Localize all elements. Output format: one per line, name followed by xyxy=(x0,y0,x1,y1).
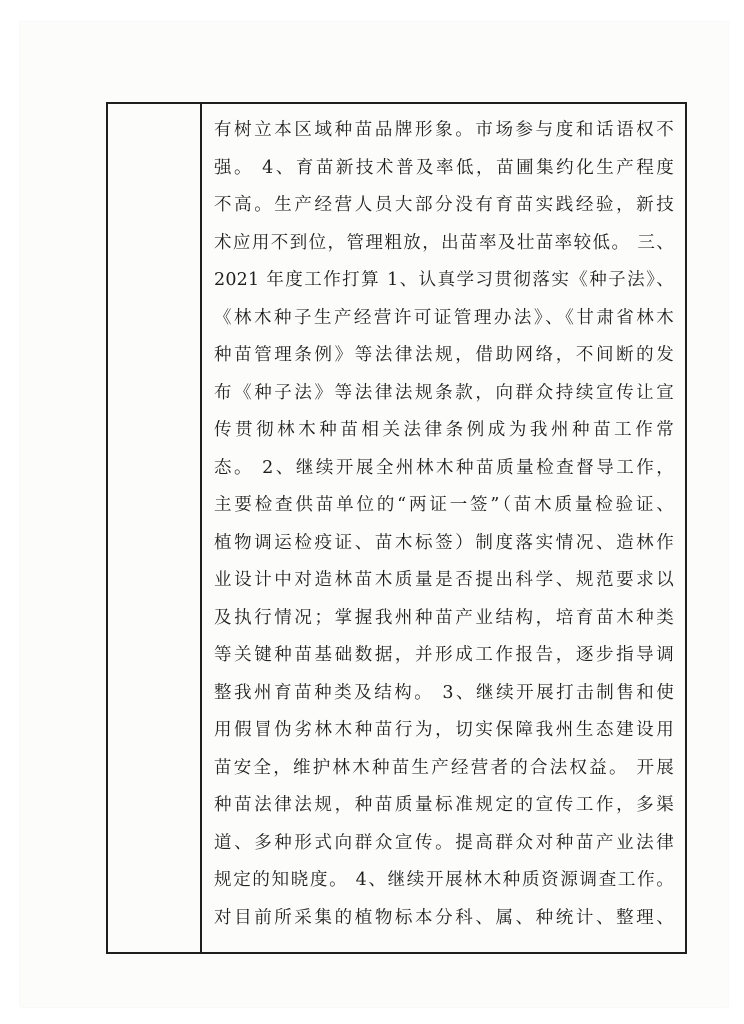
text-line: 主要检查供苗单位的“两证一签”（苗木质量检验证、 xyxy=(214,495,674,515)
text-line: 用假冒伪劣林木种苗行为，切实保障我州生态建设用 xyxy=(214,720,674,740)
text-line: 道、多种形式向群众宣传。提高群众对种苗产业法律 xyxy=(214,832,674,853)
text-line: 2021 年度工作打算 1、认真学习贯彻落实《种子法》、 xyxy=(214,270,674,290)
text-line: 态。 2、继续开展全州林木种苗质量检查督导工作， xyxy=(214,457,674,478)
text-line: 布《种子法》等法律法规条款，向群众持续宣传让宣 xyxy=(214,382,674,403)
table-column-divider xyxy=(200,102,202,954)
text-line: 及执行情况；掌握我州种苗产业结构，培育苗木种类 xyxy=(214,607,674,628)
text-line: 术应用不到位，管理粗放，出苗率及壮苗率较低。 三、 xyxy=(214,232,674,253)
text-line: 传贯彻林木种苗相关法律条例成为我州种苗工作常 xyxy=(214,420,674,440)
text-line: 强。 4、育苗新技术普及率低，苗圃集约化生产程度 xyxy=(214,157,674,178)
text-line: 种苗管理条例》等法律法规，借助网络，不间断的发 xyxy=(214,345,674,365)
text-line: 对目前所采集的植物标本分科、属、种统计、整理、 xyxy=(214,907,674,928)
text-line: 种苗法律法规，种苗质量标准规定的宣传工作，多渠 xyxy=(214,795,674,815)
text-line: 有树立本区域种苗品牌形象。市场参与度和话语权不 xyxy=(214,120,674,140)
text-line: 规定的知晓度。 4、继续开展林木种质资源调查工作。 xyxy=(214,870,674,890)
text-line: 不高。生产经营人员大部分没有育苗实践经验，新技 xyxy=(214,195,674,215)
text-line: 《林木种子生产经营许可证管理办法》、《甘肃省林木 xyxy=(214,307,674,328)
text-line: 整我州育苗种类及结构。 3、继续开展打击制售和使 xyxy=(214,682,674,703)
table-cell-content xyxy=(214,112,674,937)
text-line: 苗安全，维护林木种苗生产经营者的合法权益。 开展 xyxy=(214,757,674,778)
text-line: 植物调运检疫证、苗木标签）制度落实情况、造林作 xyxy=(214,532,674,553)
text-line: 等关键种苗基础数据，并形成工作报告，逐步指导调 xyxy=(214,645,674,665)
text-line: 业设计中对造林苗木质量是否提出科学、规范要求以 xyxy=(214,570,674,590)
